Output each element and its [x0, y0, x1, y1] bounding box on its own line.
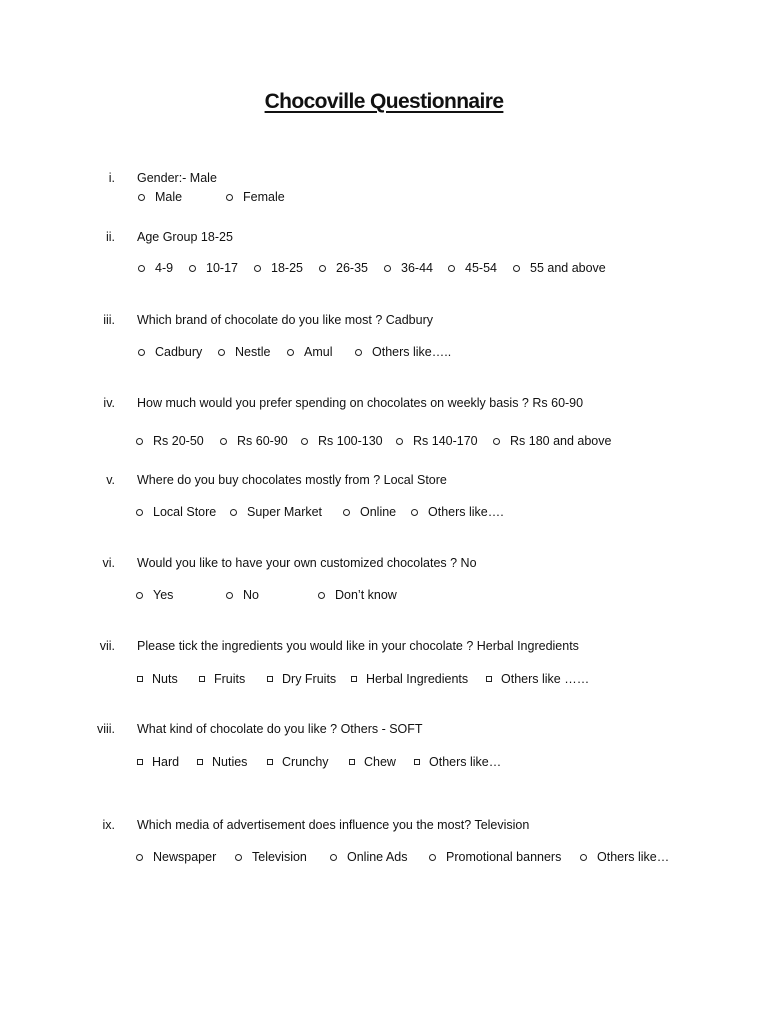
option-label: Television	[252, 850, 307, 864]
option-label: Yes	[153, 588, 174, 602]
radio-circle-icon[interactable]	[230, 509, 237, 516]
question-number: ii.	[105, 230, 115, 244]
radio-circle-icon[interactable]	[235, 854, 242, 861]
option-label: Others like…	[429, 755, 502, 769]
question-number: vi.	[102, 556, 115, 570]
radio-option-super-market[interactable]	[230, 505, 322, 519]
option-label: Nuts	[152, 672, 178, 686]
radio-circle-icon[interactable]	[580, 854, 587, 861]
radio-option-female[interactable]	[226, 190, 285, 204]
radio-option-dont-know[interactable]	[318, 588, 397, 602]
option-label: No	[243, 588, 259, 602]
option-label: Newspaper	[153, 850, 217, 864]
radio-option-4-9[interactable]	[138, 261, 173, 275]
checkbox-icon[interactable]	[349, 759, 355, 765]
radio-circle-icon[interactable]	[138, 194, 145, 201]
checkbox-option-others[interactable]	[486, 672, 589, 686]
option-label: Super Market	[247, 505, 323, 519]
radio-circle-icon[interactable]	[411, 509, 418, 516]
radio-option-rs-100-130[interactable]	[301, 434, 383, 448]
radio-circle-icon[interactable]	[318, 592, 325, 599]
checkbox-option-crunchy[interactable]	[267, 755, 329, 769]
option-label: 55 and above	[530, 261, 606, 275]
option-label: Nestle	[235, 345, 271, 359]
question-number: viii.	[96, 722, 115, 736]
checkbox-option-dry-fruits[interactable]	[267, 672, 336, 686]
radio-circle-icon[interactable]	[493, 438, 500, 445]
radio-option-cadbury[interactable]	[138, 345, 202, 359]
option-label: Others like….	[428, 505, 504, 519]
question-number: v.	[106, 473, 115, 487]
option-label: Rs 140-170	[413, 434, 478, 448]
radio-option-36-44[interactable]	[384, 261, 433, 275]
checkbox-option-others[interactable]	[414, 755, 501, 769]
option-label: 4-9	[155, 261, 174, 275]
radio-option-26-35[interactable]	[319, 261, 368, 275]
radio-circle-icon[interactable]	[343, 509, 350, 516]
checkbox-option-herbal-ingredients[interactable]	[351, 672, 468, 686]
option-label: Rs 100-130	[318, 434, 383, 448]
option-label: Cadbury	[155, 345, 203, 359]
radio-option-others[interactable]	[580, 850, 669, 864]
radio-option-rs-60-90[interactable]	[220, 434, 288, 448]
radio-option-rs-140-170[interactable]	[396, 434, 478, 448]
checkbox-icon[interactable]	[137, 759, 143, 765]
question-text: Age Group 18-25	[137, 230, 233, 244]
radio-option-rs-180-and-above[interactable]	[493, 434, 611, 448]
option-label: Nuties	[212, 755, 248, 769]
radio-circle-icon[interactable]	[220, 438, 227, 445]
page-title	[0, 90, 768, 114]
radio-option-yes[interactable]	[136, 588, 173, 602]
radio-circle-icon[interactable]	[319, 265, 326, 272]
question-text: Gender:- Male	[137, 171, 217, 185]
radio-circle-icon[interactable]	[330, 854, 337, 861]
radio-circle-icon[interactable]	[138, 349, 145, 356]
checkbox-icon[interactable]	[486, 676, 492, 682]
radio-option-television[interactable]	[235, 850, 307, 864]
radio-circle-icon[interactable]	[301, 438, 308, 445]
radio-circle-icon[interactable]	[254, 265, 261, 272]
radio-option-45-54[interactable]	[448, 261, 497, 275]
radio-circle-icon[interactable]	[429, 854, 436, 861]
question-number: vii.	[99, 639, 115, 653]
radio-circle-icon[interactable]	[448, 265, 455, 272]
checkbox-icon[interactable]	[199, 676, 205, 682]
question-text: Where do you buy chocolates mostly from ? Local Store	[137, 473, 447, 487]
option-label: Promotional banners	[446, 850, 562, 864]
radio-option-online-ads[interactable]	[330, 850, 407, 864]
question-text: Which brand of chocolate do you like most ? Cadbury	[137, 313, 433, 327]
option-label: Others like ……	[501, 672, 590, 686]
radio-circle-icon[interactable]	[287, 349, 294, 356]
radio-circle-icon[interactable]	[136, 509, 143, 516]
checkbox-icon[interactable]	[414, 759, 420, 765]
option-label: Dry Fruits	[282, 672, 337, 686]
option-label: Others like…..	[372, 345, 452, 359]
option-label: Herbal Ingredients	[366, 672, 469, 686]
radio-option-online[interactable]	[343, 505, 396, 519]
radio-option-no[interactable]	[226, 588, 259, 602]
option-label: Rs 20-50	[153, 434, 204, 448]
option-label: Others like…	[597, 850, 670, 864]
option-label: Local Store	[153, 505, 217, 519]
radio-circle-icon[interactable]	[513, 265, 520, 272]
option-label: Hard	[152, 755, 180, 769]
radio-circle-icon[interactable]	[384, 265, 391, 272]
option-label: Chew	[364, 755, 396, 769]
checkbox-icon[interactable]	[267, 759, 273, 765]
checkbox-option-hard[interactable]	[137, 755, 179, 769]
question-text: Would you like to have your own customized chocolates ? No	[137, 556, 477, 570]
radio-circle-icon[interactable]	[138, 265, 145, 272]
checkbox-option-chew[interactable]	[349, 755, 396, 769]
question-number: ix.	[102, 818, 115, 832]
option-label: 36-44	[401, 261, 433, 275]
radio-option-newspaper[interactable]	[136, 850, 216, 864]
radio-circle-icon[interactable]	[396, 438, 403, 445]
option-label: Online	[360, 505, 397, 519]
option-label: Crunchy	[282, 755, 329, 769]
radio-circle-icon[interactable]	[218, 349, 225, 356]
checkbox-option-nuties[interactable]	[197, 755, 247, 769]
checkbox-icon[interactable]	[197, 759, 203, 765]
radio-option-amul[interactable]	[287, 345, 332, 359]
radio-circle-icon[interactable]	[189, 265, 196, 272]
question-text: Please tick the ingredients you would like in your chocolate ? Herbal Ingredients	[137, 639, 579, 653]
option-label: Fruits	[214, 672, 246, 686]
question-number: iv.	[103, 396, 115, 410]
question-text: What kind of chocolate do you like ? Others - SOFT	[137, 722, 423, 736]
option-label: 26-35	[336, 261, 368, 275]
checkbox-option-nuts[interactable]	[137, 672, 178, 686]
checkbox-icon[interactable]	[267, 676, 273, 682]
radio-option-18-25[interactable]	[254, 261, 303, 275]
option-label: Male	[155, 190, 183, 204]
radio-option-local-store[interactable]	[136, 505, 216, 519]
radio-option-others[interactable]	[411, 505, 504, 519]
question-number: iii.	[103, 313, 115, 327]
question-number: i.	[108, 171, 115, 185]
radio-circle-icon[interactable]	[136, 592, 143, 599]
option-label: Amul	[304, 345, 333, 359]
radio-option-others[interactable]	[355, 345, 451, 359]
radio-circle-icon[interactable]	[355, 349, 362, 356]
radio-option-male[interactable]	[138, 190, 182, 204]
radio-option-nestle[interactable]	[218, 345, 270, 359]
checkbox-option-fruits[interactable]	[199, 672, 245, 686]
radio-circle-icon[interactable]	[136, 438, 143, 445]
radio-circle-icon[interactable]	[226, 194, 233, 201]
radio-circle-icon[interactable]	[136, 854, 143, 861]
radio-option-rs-20-50[interactable]	[136, 434, 204, 448]
question-text: How much would you prefer spending on chocolates on weekly basis ? Rs 60-90	[137, 396, 584, 410]
radio-circle-icon[interactable]	[226, 592, 233, 599]
option-label: Don’t know	[335, 588, 397, 602]
option-label: Rs 60-90	[237, 434, 288, 448]
option-label: Rs 180 and above	[510, 434, 612, 448]
radio-option-promotional-banners[interactable]	[429, 850, 561, 864]
checkbox-icon[interactable]	[137, 676, 143, 682]
option-label: 10-17	[206, 261, 238, 275]
option-label: 45-54	[465, 261, 497, 275]
radio-option-55-and-above[interactable]	[513, 261, 606, 275]
option-label: Female	[243, 190, 285, 204]
option-label: 18-25	[271, 261, 303, 275]
checkbox-icon[interactable]	[351, 676, 357, 682]
question-text: Which media of advertisement does influence you the most? Television	[137, 818, 530, 832]
page-title-text: Chocoville Questionnaire	[264, 90, 504, 113]
option-label: Online Ads	[347, 850, 408, 864]
radio-option-10-17[interactable]	[189, 261, 238, 275]
